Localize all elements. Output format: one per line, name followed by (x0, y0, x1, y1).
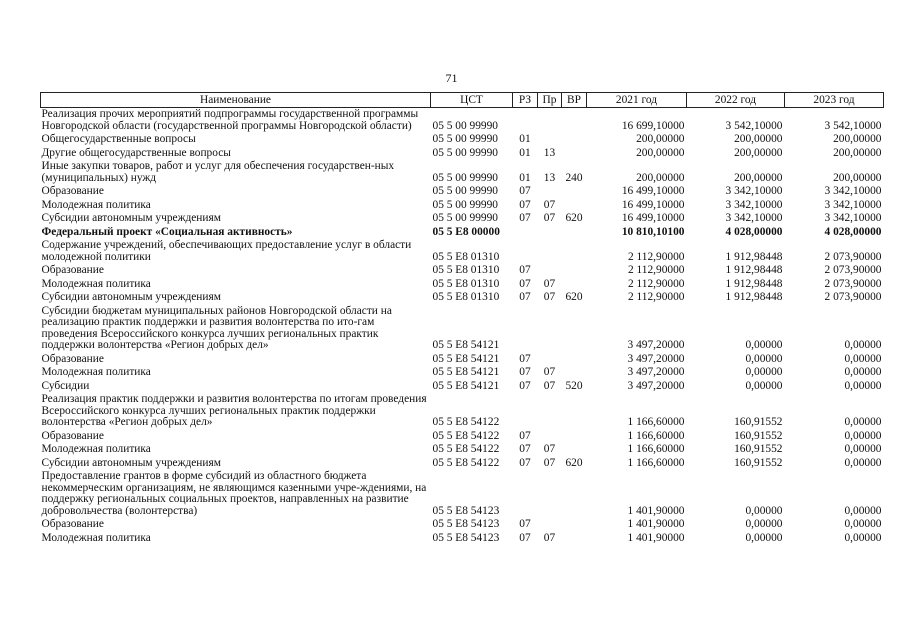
row-2021-cell: 2 112,90000 (627, 250, 685, 263)
row-vr-cell (562, 185, 587, 199)
table-row (41, 305, 884, 353)
row-2023-cell: 200,00000 (833, 133, 882, 145)
row-2023-cell: 0,00000 (844, 518, 882, 530)
row-pr-cell (538, 264, 562, 278)
row-name-cell: Другие общегосударственные вопросы (41, 146, 231, 159)
row-2022-cell: 0,00000 (745, 339, 783, 351)
row-vr-cell (562, 226, 587, 240)
row-2023-cell: 200,00000 (833, 146, 882, 159)
row-pr-cell (538, 518, 562, 532)
row-2022-cell: 1 912,98448 (725, 277, 783, 290)
row-cst-cell: 05 5 E8 54122 (432, 456, 500, 469)
row-rz-cell (513, 470, 538, 518)
row-2022-cell: 160,91552 (734, 429, 783, 442)
row-pr-cell (538, 393, 562, 430)
table-row (41, 353, 884, 367)
row-rz-cell: 07 (519, 198, 531, 211)
row-vr-cell (562, 264, 587, 278)
row-name-cell: Общегосударственные вопросы (41, 133, 196, 145)
row-name-cell: Реализация прочих мероприятий подпрограммы государственной программы Новгородской области (государственной программы Новгородской области) (41, 108, 419, 132)
row-pr-cell: 07 (543, 443, 556, 455)
table-body (41, 108, 884, 546)
row-2022-cell: 4 028,00000 (725, 225, 783, 238)
row-2023-cell: 0,00000 (844, 416, 882, 428)
row-2021-cell: 2 112,90000 (627, 264, 685, 276)
row-2021-cell: 200,00000 (636, 146, 685, 159)
row-vr-cell (562, 353, 587, 367)
row-rz-cell: 07 (519, 212, 531, 224)
table-row (41, 147, 884, 161)
row-vr-cell (562, 470, 587, 518)
table-row (41, 278, 884, 292)
row-rz-cell (513, 108, 538, 134)
row-pr-cell (538, 226, 562, 240)
row-name-cell: Молодежная политика (41, 443, 151, 455)
row-2021-cell: 10 810,10100 (621, 225, 685, 238)
row-vr-cell (562, 430, 587, 444)
row-rz-cell: 07 (519, 531, 531, 544)
row-name-cell: Субсидии бюджетам муниципальных районов Новгородской области на реализацию практик поддержки и развития волонтерства по ито-гам проведения Всероссийского конкурса лучших региональных практик поддержки волонтерства «Регион добрых дел» (41, 304, 392, 351)
row-vr-cell (562, 366, 587, 380)
row-pr-cell: 07 (543, 291, 556, 303)
row-name-cell: Субсидии автономным учреждениям (41, 456, 221, 469)
row-pr-cell: 07 (543, 531, 556, 544)
table-row (41, 366, 884, 380)
row-2021-cell: 2 112,90000 (627, 277, 685, 290)
row-2023-cell: 2 073,90000 (824, 250, 882, 263)
row-2021-cell: 3 497,20000 (627, 339, 685, 351)
row-name-cell: Образование (41, 352, 104, 365)
row-cst-cell: 05 5 E8 54122 (432, 443, 500, 455)
row-name-cell: Субсидии автономным учреждениям (41, 212, 221, 224)
table-row (41, 443, 884, 457)
row-cst-cell: 05 5 E8 54121 (432, 352, 500, 365)
row-name-cell: Молодежная политика (41, 198, 151, 211)
row-2021-cell: 16 499,10000 (621, 198, 685, 211)
row-2023-cell: 2 073,90000 (824, 291, 882, 303)
table-row (41, 457, 884, 471)
row-pr-cell (538, 239, 562, 264)
row-2023-cell: 2 073,90000 (824, 277, 882, 290)
row-name-cell: Федеральный проект «Социальная активность» (41, 225, 293, 238)
row-2023-cell: 0,00000 (844, 531, 882, 544)
table-row (41, 393, 884, 430)
row-cst-cell: 05 5 00 99990 (432, 171, 498, 184)
row-vr-cell: 520 (565, 379, 583, 392)
row-vr-cell (562, 278, 587, 292)
row-name-cell: Предоставление грантов в форме субсидий из областного бюджета некоммерческим организациям, не являющимся казенными учре-ждениями, на поддержку региональных социальных проектов, направленных на развитие добровольчества (волонтерства) (41, 470, 427, 517)
row-name-cell: Содержание учреждений, обеспечивающих предоставление услуг в области молодежной политики (41, 239, 412, 263)
row-2023-cell: 3 342,10000 (824, 198, 882, 211)
row-cst-cell: 05 5 E8 54121 (432, 379, 500, 392)
row-2023-cell: 3 542,10000 (824, 119, 882, 132)
row-rz-cell: 01 (519, 133, 531, 145)
row-vr-cell (562, 239, 587, 264)
row-2022-cell: 0,00000 (745, 518, 783, 530)
row-vr-cell (562, 305, 587, 353)
table-row (41, 430, 884, 444)
table-row (41, 199, 884, 213)
row-2022-cell: 200,00000 (734, 133, 783, 145)
row-2022-cell: 0,00000 (745, 379, 783, 392)
row-rz-cell: 07 (519, 518, 531, 530)
row-pr-cell: 07 (543, 366, 556, 378)
row-2023-cell: 0,00000 (844, 352, 882, 365)
row-pr-cell (538, 108, 562, 134)
row-2023-cell: 0,00000 (844, 366, 882, 378)
row-pr-cell (538, 305, 562, 353)
row-cst-cell: 05 5 E8 54122 (432, 429, 500, 442)
row-cst-cell: 05 5 00 99990 (432, 212, 498, 224)
row-pr-cell: 13 (543, 146, 556, 159)
row-vr-cell: 240 (565, 171, 583, 184)
row-name-cell: Образование (41, 518, 104, 530)
row-2022-cell: 1 912,98448 (725, 264, 783, 276)
row-2021-cell: 16 499,10000 (621, 212, 685, 224)
row-2022-cell: 0,00000 (745, 531, 783, 544)
page-number: 71 (445, 71, 458, 85)
row-rz-cell (513, 305, 538, 353)
table-row (41, 133, 884, 147)
row-pr-cell (538, 185, 562, 199)
row-name-cell: Молодежная политика (41, 277, 151, 290)
row-name-cell: Образование (41, 185, 104, 197)
table-row (41, 212, 884, 226)
row-pr-cell (538, 430, 562, 444)
row-vr-cell: 620 (565, 291, 583, 303)
row-2021-cell: 200,00000 (636, 133, 685, 145)
row-rz-cell (513, 393, 538, 430)
row-name-cell: Молодежная политика (41, 531, 151, 544)
header-2023: 2023 год (785, 93, 884, 108)
row-2021-cell: 16 699,10000 (621, 119, 685, 132)
row-2021-cell: 3 497,20000 (627, 366, 685, 378)
row-vr-cell (562, 532, 587, 546)
row-cst-cell: 05 5 E8 01310 (432, 291, 500, 303)
row-2022-cell: 0,00000 (745, 352, 783, 365)
row-cst-cell: 05 5 00 99990 (432, 185, 498, 197)
header-2022: 2022 год (687, 93, 785, 108)
row-rz-cell: 07 (519, 352, 531, 365)
row-cst-cell: 05 5 E8 54121 (432, 339, 500, 351)
row-2022-cell: 0,00000 (745, 366, 783, 378)
row-2021-cell: 3 497,20000 (627, 379, 685, 392)
row-vr-cell: 620 (565, 212, 583, 224)
row-rz-cell: 07 (519, 443, 531, 455)
row-2022-cell: 3 342,10000 (725, 185, 783, 197)
row-2021-cell: 2 112,90000 (627, 291, 685, 303)
row-cst-cell: 05 5 00 99990 (432, 198, 498, 211)
table-row (41, 532, 884, 546)
row-pr-cell (538, 133, 562, 147)
table-row (41, 470, 884, 518)
row-name-cell: Реализация практик поддержки и развития волонтерства по итогам проведения Всероссийского конкурса лучших региональных практик поддержки волонтерства «Регион добрых дел» (41, 393, 427, 428)
row-2023-cell: 3 342,10000 (824, 212, 882, 224)
row-cst-cell: 05 5 E8 54123 (432, 518, 500, 530)
row-rz-cell: 01 (519, 146, 531, 159)
row-2023-cell: 0,00000 (844, 456, 882, 469)
row-cst-cell: 05 5 E8 54122 (432, 416, 500, 428)
row-2023-cell: 200,00000 (833, 171, 882, 184)
row-2023-cell: 2 073,90000 (824, 264, 882, 276)
row-2021-cell: 1 401,90000 (627, 504, 685, 517)
header-rz: РЗ (513, 93, 538, 108)
row-2022-cell: 200,00000 (734, 146, 783, 159)
row-cst-cell: 05 5 E8 54121 (432, 366, 500, 378)
row-vr-cell: 620 (565, 456, 583, 469)
row-2023-cell: 0,00000 (844, 429, 882, 442)
row-name-cell: Молодежная политика (41, 366, 151, 378)
row-pr-cell: 13 (543, 171, 556, 184)
row-vr-cell (562, 518, 587, 532)
row-2022-cell: 200,00000 (734, 171, 783, 184)
row-rz-cell: 07 (519, 185, 531, 197)
row-vr-cell (562, 133, 587, 147)
row-cst-cell: 05 5 00 99990 (432, 119, 498, 132)
row-vr-cell (562, 393, 587, 430)
header-vr: ВР (562, 93, 587, 108)
table-row (41, 185, 884, 199)
table-row (41, 160, 884, 185)
row-2021-cell: 1 401,90000 (627, 518, 685, 530)
row-pr-cell: 07 (543, 379, 556, 392)
table-row (41, 291, 884, 305)
row-2023-cell: 0,00000 (844, 504, 882, 517)
row-2021-cell: 1 166,60000 (627, 416, 685, 428)
table-header-row (41, 93, 884, 108)
row-2023-cell: 0,00000 (844, 443, 882, 455)
budget-table (40, 92, 884, 545)
row-pr-cell: 07 (543, 212, 556, 224)
row-name-cell: Субсидии (41, 379, 90, 392)
row-rz-cell: 07 (519, 264, 531, 276)
row-vr-cell (562, 199, 587, 213)
row-name-cell: Иные закупки товаров, работ и услуг для обеспечения государствен-ных (муниципальных) нужд (41, 160, 395, 184)
row-vr-cell (562, 443, 587, 457)
row-rz-cell: 07 (519, 429, 531, 442)
row-rz-cell: 07 (519, 291, 531, 303)
row-cst-cell: 05 5 E8 54123 (432, 504, 500, 517)
row-2022-cell: 1 912,98448 (725, 250, 783, 263)
row-pr-cell: 07 (543, 456, 556, 469)
row-rz-cell: 07 (519, 456, 531, 469)
row-rz-cell: 07 (519, 379, 531, 392)
row-rz-cell: 07 (519, 366, 531, 378)
row-name-cell: Субсидии автономным учреждениям (41, 291, 221, 303)
row-2022-cell: 3 542,10000 (725, 119, 783, 132)
row-cst-cell: 05 5 E8 54123 (432, 531, 500, 544)
row-vr-cell (562, 147, 587, 161)
row-2023-cell: 0,00000 (844, 379, 882, 392)
row-2021-cell: 200,00000 (636, 171, 685, 184)
row-2023-cell: 4 028,00000 (824, 225, 882, 238)
table-row (41, 264, 884, 278)
row-rz-cell: 01 (519, 171, 531, 184)
row-cst-cell: 05 5 E8 01310 (432, 277, 500, 290)
table-row (41, 518, 884, 532)
row-2021-cell: 1 401,90000 (627, 531, 685, 544)
row-2021-cell: 1 166,60000 (627, 443, 685, 455)
row-name-cell: Образование (41, 264, 104, 276)
row-cst-cell: 05 5 E8 01310 (432, 250, 500, 263)
row-cst-cell: 05 5 00 99990 (432, 133, 498, 145)
header-2021: 2021 год (587, 93, 687, 108)
header-name: Наименование (41, 93, 431, 108)
row-2023-cell: 3 342,10000 (824, 185, 882, 197)
row-2022-cell: 160,91552 (734, 456, 783, 469)
row-rz-cell (513, 226, 538, 240)
row-2021-cell: 1 166,60000 (627, 429, 685, 442)
row-2022-cell: 3 342,10000 (725, 212, 783, 224)
row-cst-cell: 05 5 E8 01310 (432, 264, 500, 276)
row-pr-cell (538, 470, 562, 518)
row-vr-cell (562, 108, 587, 134)
row-rz-cell: 07 (519, 277, 531, 290)
table-row (41, 239, 884, 264)
row-2022-cell: 1 912,98448 (725, 291, 783, 303)
row-pr-cell: 07 (543, 277, 556, 290)
table-row (41, 226, 884, 240)
row-pr-cell: 07 (543, 198, 556, 211)
row-name-cell: Образование (41, 429, 104, 442)
row-2023-cell: 0,00000 (844, 339, 882, 351)
row-2022-cell: 160,91552 (734, 443, 783, 455)
row-pr-cell (538, 353, 562, 367)
row-2021-cell: 1 166,60000 (627, 456, 685, 469)
row-cst-cell: 05 5 E8 00000 (432, 225, 500, 238)
row-rz-cell (513, 239, 538, 264)
row-2022-cell: 160,91552 (734, 416, 783, 428)
row-2022-cell: 0,00000 (745, 504, 783, 517)
row-2021-cell: 16 499,10000 (621, 185, 685, 197)
header-cst: ЦСТ (431, 93, 513, 108)
row-2021-cell: 3 497,20000 (627, 352, 685, 365)
header-pr: Пр (538, 93, 562, 108)
table-row (41, 380, 884, 394)
row-cst-cell: 05 5 00 99990 (432, 146, 498, 159)
row-2022-cell: 3 342,10000 (725, 198, 783, 211)
table-row (41, 108, 884, 134)
